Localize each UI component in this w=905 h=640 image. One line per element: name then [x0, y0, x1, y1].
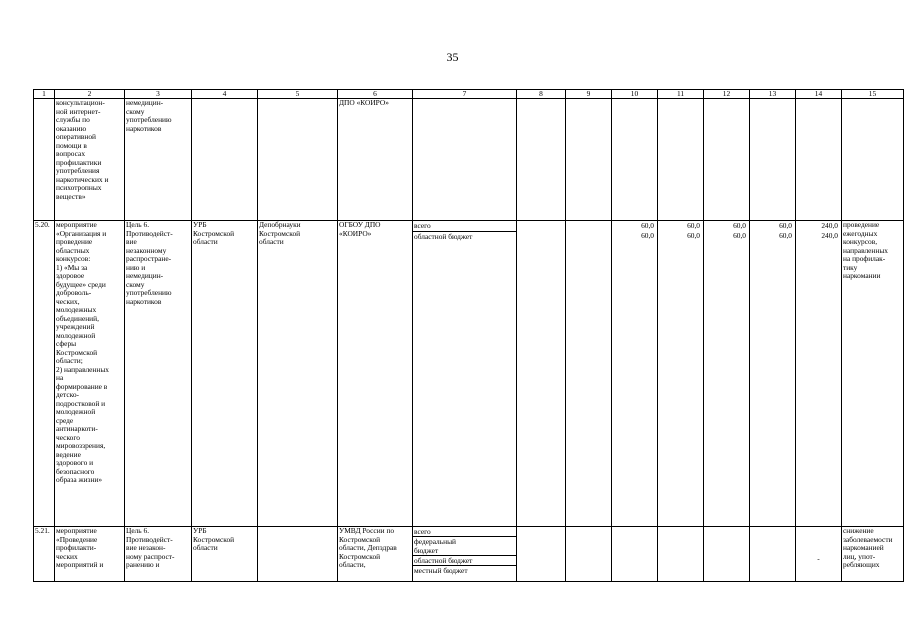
cell-number: 5.21. — [34, 527, 55, 582]
cell-responsible — [192, 99, 258, 221]
col-header: 13 — [750, 90, 796, 99]
cell-result: снижение заболеваемости наркоманией лиц, упот- ребляющих — [842, 527, 904, 582]
col-header: 15 — [842, 90, 904, 99]
col-header: 3 — [125, 90, 192, 99]
cell-executor: УМВД России по Костромской области, Депздрав Костромской области, — [338, 527, 413, 582]
col-header: 5 — [258, 90, 338, 99]
col-header: 8 — [517, 90, 566, 99]
cell-value-total: - — [796, 527, 842, 582]
cell-executor: ОГБОУ ДПО «КОИРО» — [338, 221, 413, 527]
cell-executor: ДПО «КОИРО» — [338, 99, 413, 221]
cell-responsible: УРБ Костромской области — [192, 221, 258, 527]
col-header: 12 — [704, 90, 750, 99]
col-header: 11 — [658, 90, 704, 99]
header-row — [34, 90, 904, 99]
col-header: 4 — [192, 90, 258, 99]
cell-value-2022: 60,0 60,0 — [750, 221, 796, 527]
page-number: 35 — [446, 50, 459, 64]
cell-coexecutor — [258, 99, 338, 221]
cell-goal: Цель 6. Противодейст- вие незакон- ному распрост- ранению и — [125, 527, 192, 582]
cell-responsible: УРБ Костромской области — [192, 527, 258, 582]
col-header: 14 — [796, 90, 842, 99]
cell-number — [34, 99, 55, 221]
program-table — [33, 89, 904, 582]
cell-event-name: консультацион- ной интернет- службы по оказанию оперативной помощи в вопросах профилактики употребления наркотических и психотропных веществ» — [55, 99, 125, 221]
cell-goal: Цель 6. Противодейст- вие незаконному распростране- нию и немедицин- скому употреблению наркотиков — [125, 221, 192, 527]
cell-funding: всего федеральный бюджет областной бюджет местный бюджет — [413, 527, 517, 582]
col-header: 10 — [612, 90, 658, 99]
table-row-continuation — [34, 99, 904, 221]
cell-funding: всего областной бюджет — [413, 221, 517, 527]
col-header: 6 — [338, 90, 413, 99]
col-header: 2 — [55, 90, 125, 99]
table-row-5-20 — [34, 221, 904, 527]
cell-value-2021: 60,0 60,0 — [704, 221, 750, 527]
col-header: 7 — [413, 90, 517, 99]
table-row-5-21 — [34, 527, 904, 582]
cell-value-2019: 60,0 60,0 — [612, 221, 658, 527]
cell-goal: немедицин- скому употреблению наркотиков — [125, 99, 192, 221]
cell-result: проведение ежегодных конкурсов, направленных на профилак- тику наркомании — [842, 221, 904, 527]
cell-funding — [413, 99, 517, 221]
cell-coexecutor: Депобрнауки Костромской области — [258, 221, 338, 527]
cell-event-name: мероприятие «Проведение профилакти- ческих мероприятий и — [55, 527, 125, 582]
cell-value-total: 240,0 240,0 — [796, 221, 842, 527]
cell-number: 5.20. — [34, 221, 55, 527]
cell-event-name: мероприятие «Организация и проведение областных конкурсов: 1) «Мы за здоровое будущее» среди доброволь- ческих, молодежных объединений, учреждений молодежной сферы Костромской области; 2) направленных на формирование в детско- подростковой и молодежной среде антинаркоти- ческого мировоззрения, ведение здорового и безопасного образа жизни» — [55, 221, 125, 527]
cell-coexecutor — [258, 527, 338, 582]
cell-value-2020: 60,0 60,0 — [658, 221, 704, 527]
col-header: 1 — [34, 90, 55, 99]
col-header: 9 — [566, 90, 612, 99]
